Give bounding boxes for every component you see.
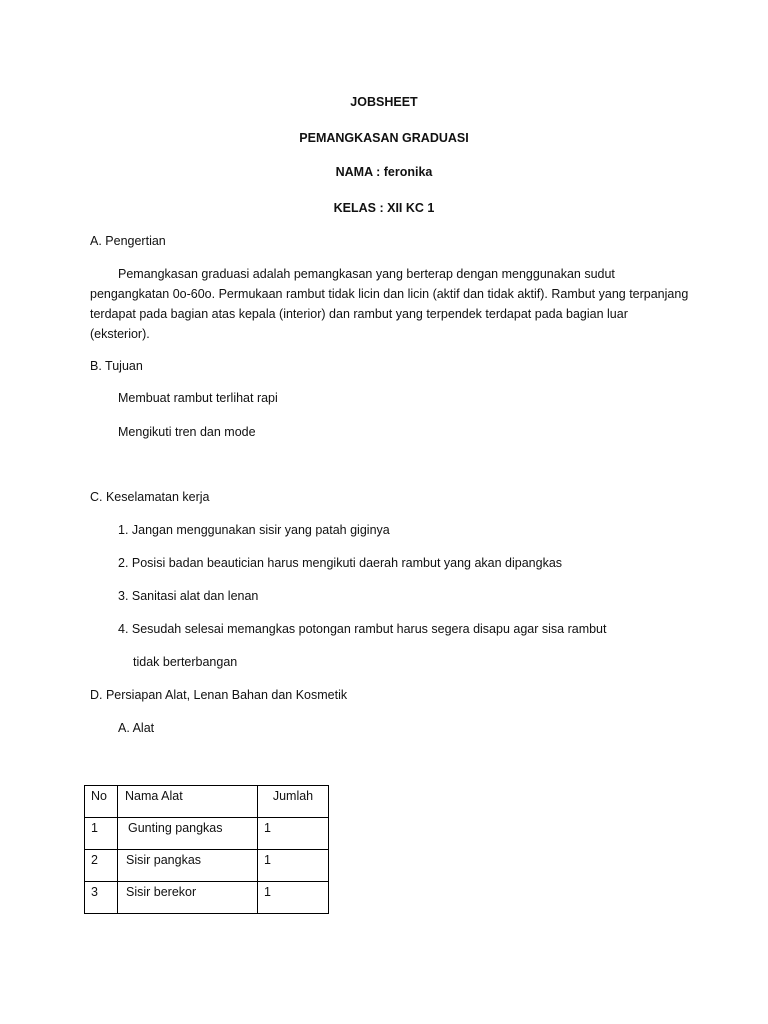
table-cell-qty: 1 (258, 818, 329, 850)
section-c-heading: C. Keselamatan kerja (90, 490, 210, 504)
table-row (85, 850, 329, 882)
document-subtitle: PEMANGKASAN GRADUASI (299, 131, 469, 145)
section-d-subheading: A. Alat (118, 721, 155, 735)
section-a-heading: A. Pengertian (90, 234, 166, 248)
table-cell-no: 2 (85, 850, 118, 882)
table-row (85, 818, 329, 850)
table-cell-no: 3 (85, 882, 118, 914)
section-c-item: 3. Sanitasi alat dan lenan (118, 589, 259, 603)
section-c-item-continued: tidak berterbangan (133, 655, 238, 669)
table-cell-name: Gunting pangkas (118, 818, 258, 850)
table-row (85, 882, 329, 914)
section-d-heading: D. Persiapan Alat, Lenan Bahan dan Kosmetik (90, 688, 348, 702)
tools-table (84, 785, 329, 914)
section-c-item: 1. Jangan menggunakan sisir yang patah giginya (118, 523, 390, 537)
document-title: JOBSHEET (350, 95, 418, 109)
student-class: KELAS : XII KC 1 (333, 201, 435, 215)
student-name: NAMA : feronika (335, 165, 433, 179)
section-b-item: Mengikuti tren dan mode (118, 425, 256, 439)
table-header-name: Nama Alat (118, 786, 258, 818)
table-cell-qty: 1 (258, 882, 329, 914)
section-b-heading: B. Tujuan (90, 359, 143, 373)
table-cell-name: Sisir pangkas (118, 850, 258, 882)
table-cell-no: 1 (85, 818, 118, 850)
table-header-no: No (85, 786, 118, 818)
section-c-item: 4. Sesudah selesai memangkas potongan rambut harus segera disapu agar sisa rambut (118, 622, 607, 636)
table-header-qty: Jumlah (258, 786, 329, 818)
section-b-item: Membuat rambut terlihat rapi (118, 391, 278, 405)
section-c-item: 2. Posisi badan beautician harus mengikuti daerah rambut yang akan dipangkas (118, 556, 563, 570)
table-header-row (85, 786, 329, 818)
section-a-paragraph: Pemangkasan graduasi adalah pemangkasan yang berterap dengan menggunakan sudut pengangkatan 0o-60o. Permukaan rambut tidak licin dan licin (aktif dan tidak aktif). Rambut yang terpanjang terdapat pada bagian atas kepala (interior) dan rambut yang terpendek terdapat pada bagian luar (eksterior). (90, 267, 689, 341)
table-cell-qty: 1 (258, 850, 329, 882)
table-cell-name: Sisir berekor (118, 882, 258, 914)
